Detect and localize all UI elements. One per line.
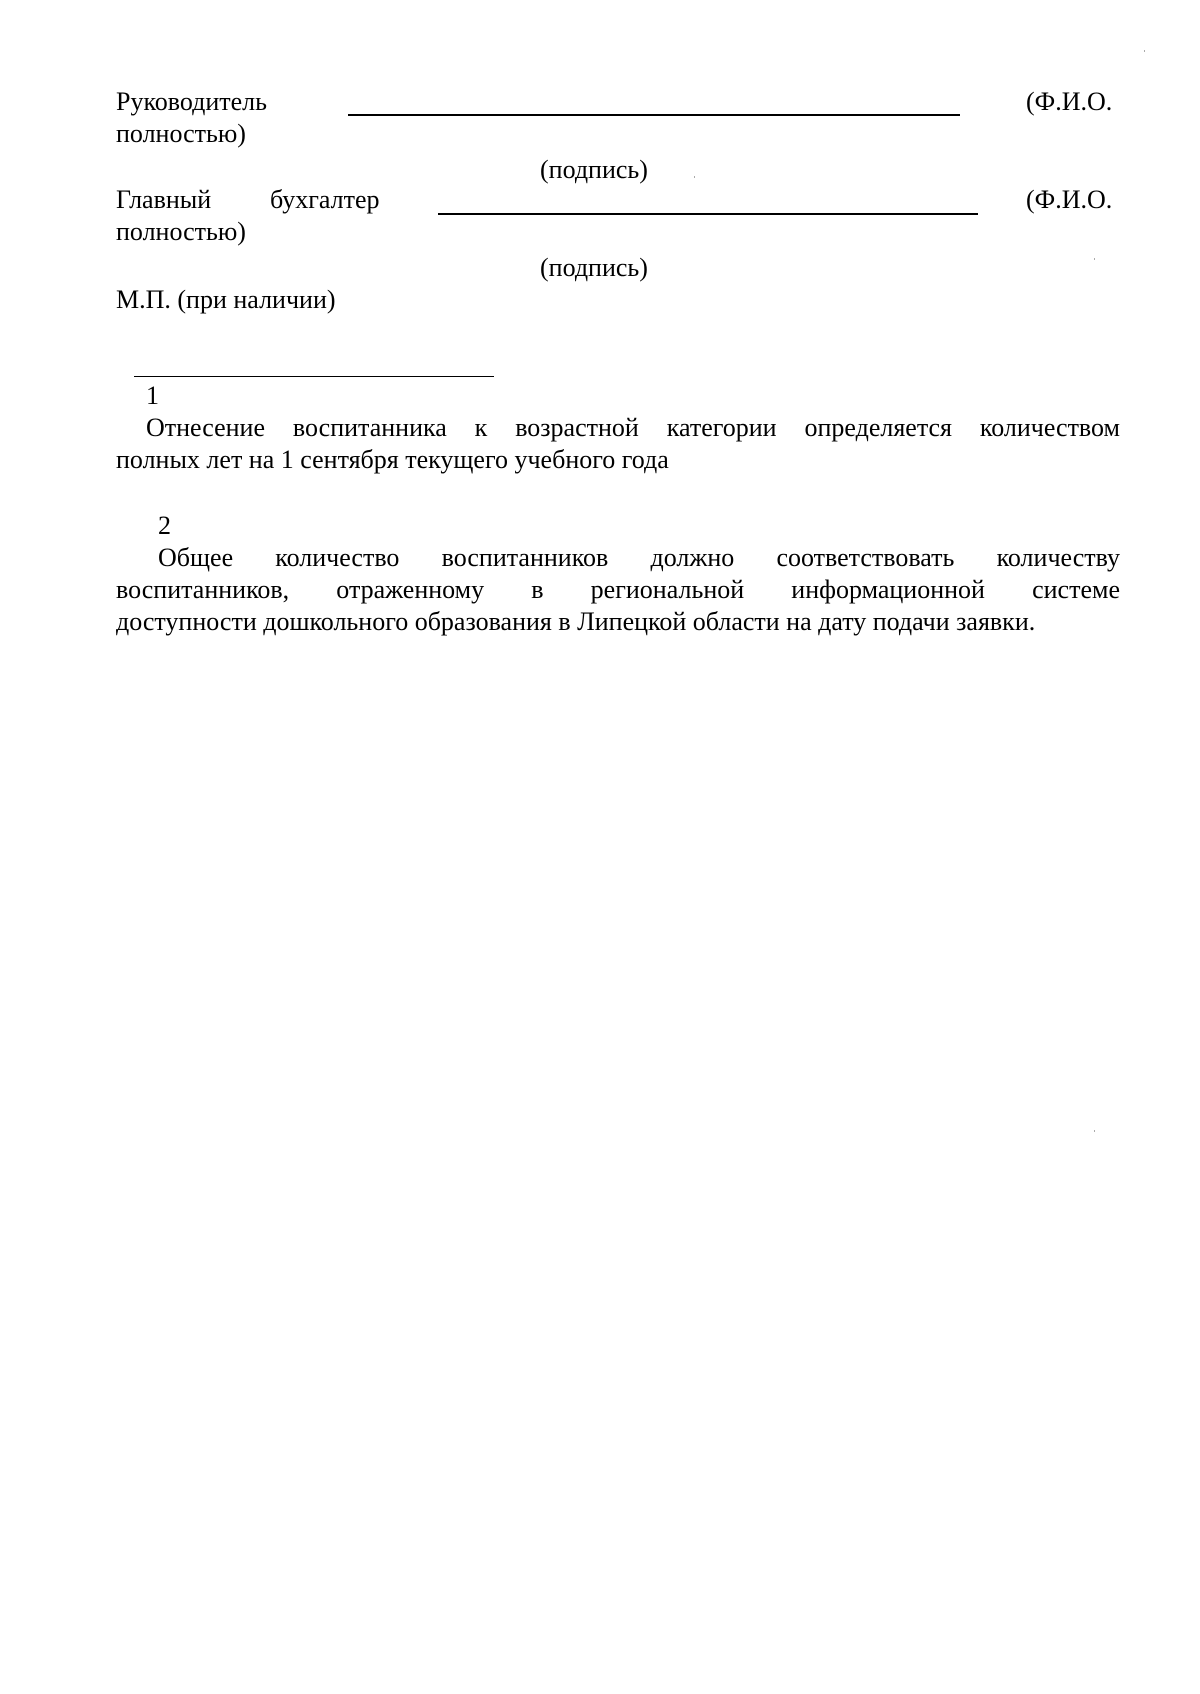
- accountant-name-hint: (Ф.И.О.: [1026, 185, 1113, 214]
- accountant-signature-caption: (подпись): [540, 253, 648, 282]
- footnote-separator: [134, 376, 494, 377]
- footnote-1-line-2: полных лет на 1 сентября текущего учебного года: [116, 445, 669, 474]
- head-signature-caption: (подпись): [540, 155, 648, 184]
- footnote-2-line-1: Общее количество воспитанников должно соответствовать количеству: [158, 543, 1120, 572]
- accountant-name-hint-cont: полностью): [116, 217, 246, 246]
- footnote-1-number: 1: [146, 381, 159, 410]
- accountant-label-word1: Главный: [116, 185, 212, 214]
- scan-speck: [1094, 1130, 1095, 1132]
- head-signature-line: [348, 114, 960, 116]
- footnote-2-line-3: доступности дошкольного образования в Липецкой области на дату подачи заявки.: [116, 607, 1036, 636]
- head-name-hint: (Ф.И.О.: [1026, 87, 1113, 116]
- footnote-2-line-2: воспитанников, отраженному в региональной информационной системе: [116, 575, 1120, 604]
- scan-speck: [694, 176, 695, 178]
- accountant-label-word2: бухгалтер: [270, 185, 380, 214]
- scan-speck: [1094, 258, 1095, 260]
- head-name-hint-cont: полностью): [116, 119, 246, 148]
- footnote-2-number: 2: [158, 511, 171, 540]
- footnote-1-line-1: Отнесение воспитанника к возрастной категории определяется количеством: [146, 413, 1120, 442]
- accountant-signature-line: [438, 213, 978, 215]
- seal-note: М.П. (при наличии): [116, 285, 336, 314]
- head-label: Руководитель: [116, 87, 267, 116]
- scan-speck: [1144, 50, 1145, 52]
